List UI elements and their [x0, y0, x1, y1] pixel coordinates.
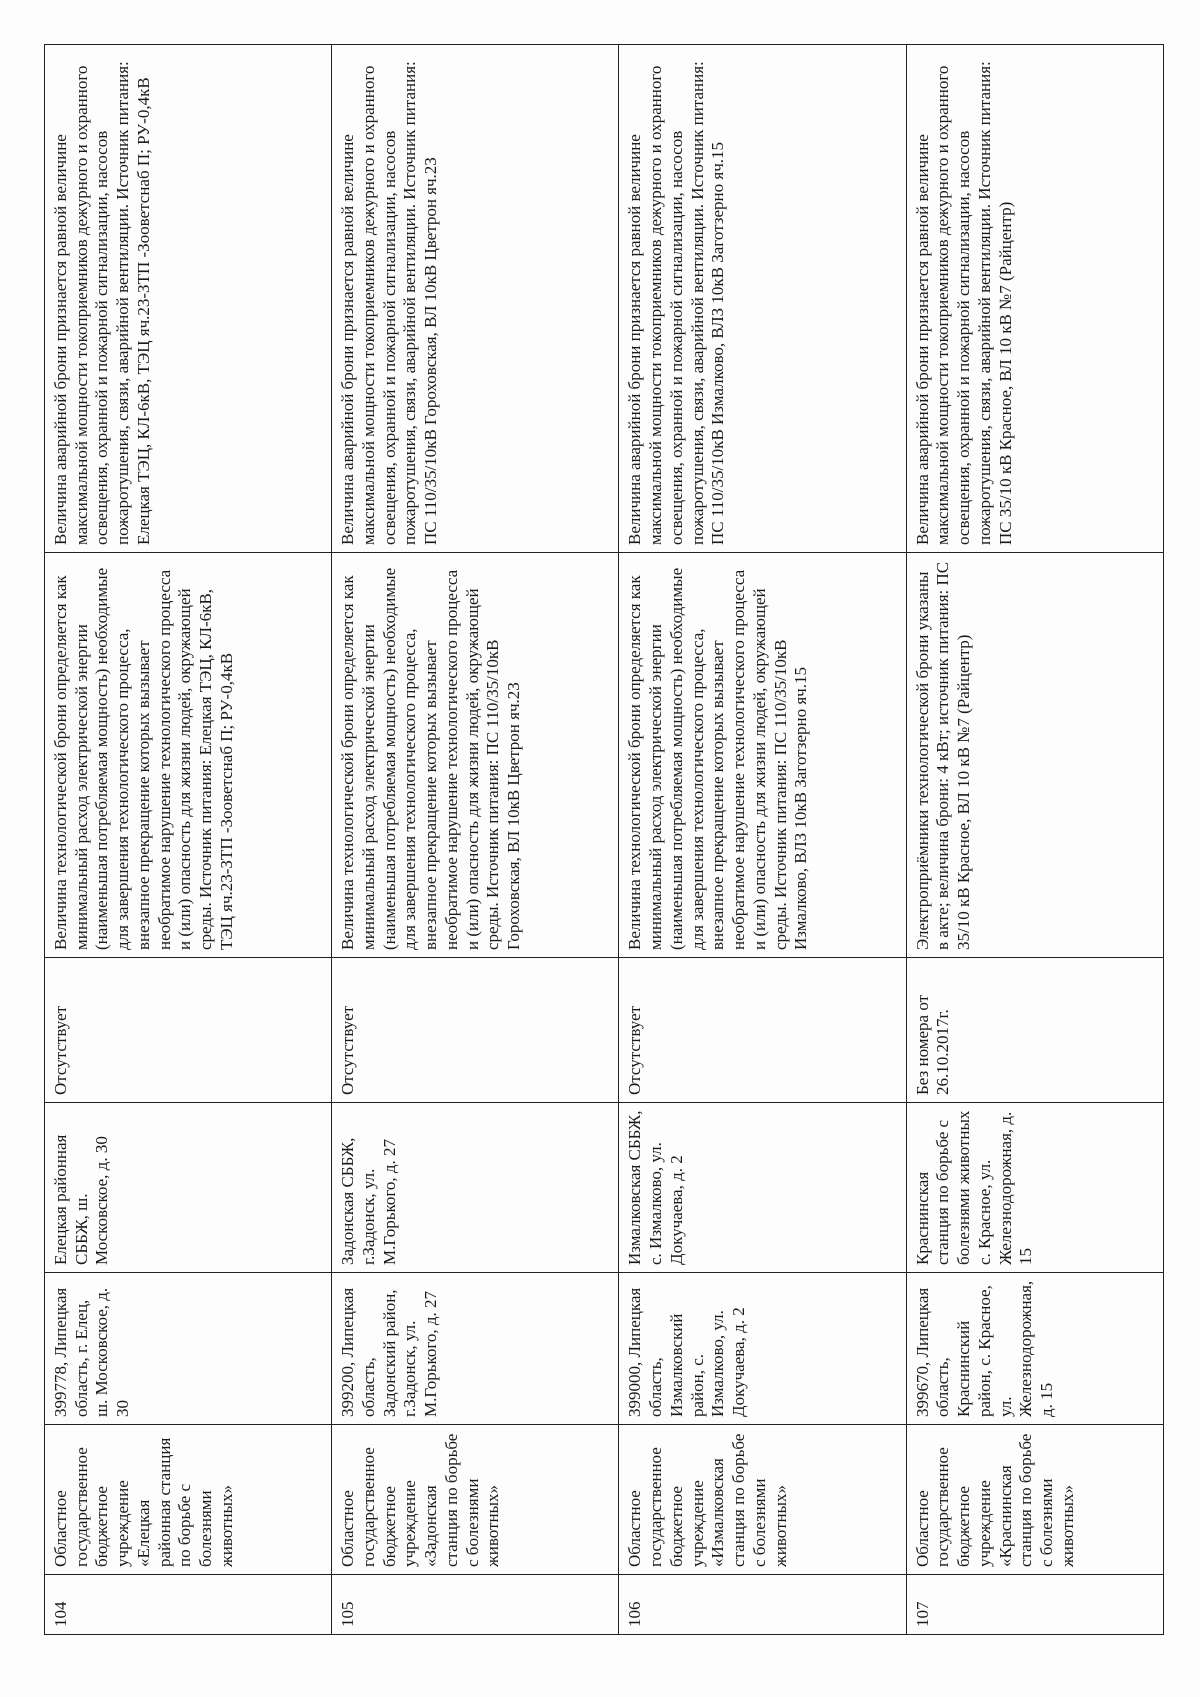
subdivision-address: Елецкая районная СББЖ, ш. Московское, д. 30 [45, 1103, 332, 1273]
technological-reserve: Величина технологической брони определяется как минимальный расход электрической энергии (наименьшая потребляемая мощность) необходимые для завершения технологического процесса, внезапное прекращение которых вызывает необратимое нарушение технологического процесса и (или) опасность для жизни людей, окружающей среды. Источник питания: ПС 110/35/10кВ Гороховская, ВЛ 10кВ Цветрон яч.23 [332, 553, 619, 958]
subdivision-address: Краснинская станция по борьбе с болезнями животных с. Красное, ул. Железнодорожная, д. 15 [906, 1103, 1163, 1273]
row-number: 106 [619, 1575, 906, 1635]
organization-address: 399000, Липецкая область, Измалковский район, с. Измалково, ул. Докучаева, д. 2 [619, 1273, 906, 1425]
organization-name: Областное государственное бюджетное учреждение «Задонская станция по борьбе с болезнями животных» [332, 1425, 619, 1575]
emergency-reserve: Величина аварийной брони признается равной величине максимальной мощности токоприемников дежурного и охранного освещения, охранной и пожарной сигнализации, насосов пожаротушения, связи, аварийной вентиляции. Источник питания: ПС 35/10 кВ Красное, ВЛ 10 кВ №7 (Райцентр) [906, 45, 1163, 553]
table-row [45, 45, 332, 1635]
power-reserve-table [44, 44, 1164, 1635]
organization-address: 399670, Липецкая область, Краснинский район, с. Красное, ул. Железнодорожная, д. 15 [906, 1273, 1163, 1425]
table-row [619, 45, 906, 1635]
technological-reserve: Величина технологической брони определяется как минимальный расход электрической энергии (наименьшая потребляемая мощность) необходимые для завершения технологического процесса, внезапное прекращение которых вызывает необратимое нарушение технологического процесса и (или) опасность для жизни людей, окружающей среды. Источник питания: ПС 110/35/10кВ Измалково, ВЛЗ 10кВ Заготзерно яч.15 [619, 553, 906, 958]
table-row [906, 45, 1163, 1635]
act-details: Отсутствует [332, 958, 619, 1103]
organization-name: Областное государственное бюджетное учреждение «Измалковская станция по борьбе с болезнями животных» [619, 1425, 906, 1575]
row-number: 105 [332, 1575, 619, 1635]
rotated-table-wrapper [44, 45, 1164, 1635]
emergency-reserve: Величина аварийной брони признается равной величине максимальной мощности токоприемников дежурного и охранного освещения, охранной и пожарной сигнализации, насосов пожаротушения, связи, аварийной вентиляции. Источник питания: ПС 110/35/10кВ Гороховская, ВЛ 10кВ Цветрон яч.23 [332, 45, 619, 553]
emergency-reserve: Величина аварийной брони признается равной величине максимальной мощности токоприемников дежурного и охранного освещения, охранной и пожарной сигнализации, насосов пожаротушения, связи, аварийной вентиляции. Источник питания: Елецкая ТЭЦ, КЛ-6кВ, ТЭЦ яч.23-ЗТП -Зооветснаб П; РУ-0,4кВ [45, 45, 332, 553]
subdivision-address: Задонская СББЖ, г.Задонск, ул. М.Горького, д. 27 [332, 1103, 619, 1273]
act-details: Без номера от 26.10.2017г. [906, 958, 1163, 1103]
act-details: Отсутствует [45, 958, 332, 1103]
organization-name: Областное государственное бюджетное учреждение «Елецкая районная станция по борьбе с болезнями животных» [45, 1425, 332, 1575]
act-details: Отсутствует [619, 958, 906, 1103]
organization-name: Областное государственное бюджетное учреждение «Краснинская станция по борьбе с болезнями животных» [906, 1425, 1163, 1575]
row-number: 104 [45, 1575, 332, 1635]
technological-reserve: Электроприёмники технологической брони указаны в акте; величина брони: 4 кВт; источник питания: ПС 35/10 кВ Красное, ВЛ 10 кВ №7 (Райцентр) [906, 553, 1163, 958]
row-number: 107 [906, 1575, 1163, 1635]
technological-reserve: Величина технологической брони определяется как минимальный расход электрической энергии (наименьшая потребляемая мощность) необходимые для завершения технологического процесса, внезапное прекращение которых вызывает необратимое нарушение технологического процесса и (или) опасность для жизни людей, окружающей среды. Источник питания: Елецкая ТЭЦ, КЛ-6кВ, ТЭЦ яч.23-ЗТП -Зооветснаб П; РУ-0,4кВ [45, 553, 332, 958]
organization-address: 399200, Липецкая область, Задонский район, г.Задонск, ул. М.Горького, д. 27 [332, 1273, 619, 1425]
emergency-reserve: Величина аварийной брони признается равной величине максимальной мощности токоприемников дежурного и охранного освещения, охранной и пожарной сигнализации, насосов пожаротушения, связи, аварийной вентиляции. Источник питания: ПС 110/35/10кВ Измалково, ВЛЗ 10кВ Заготзерно яч.15 [619, 45, 906, 553]
subdivision-address: Измалковская СББЖ, с. Измалково, ул. Докучаева, д. 2 [619, 1103, 906, 1273]
organization-address: 399778, Липецкая область, г. Елец, ш. Московское, д. 30 [45, 1273, 332, 1425]
table-row [332, 45, 619, 1635]
